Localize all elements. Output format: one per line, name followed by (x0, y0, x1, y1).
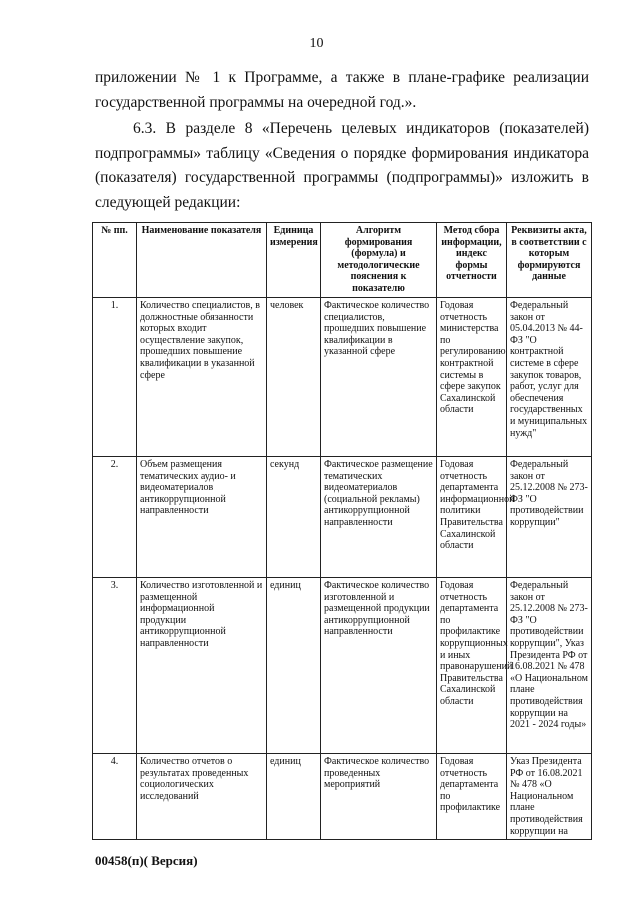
header-algorithm: Алгоритм формирования (формула) и методологические пояснения к показателю (321, 223, 437, 298)
act-details: Указ Президента РФ от 16.08.2021 № 478 «О Национальном плане противодействия коррупции на (507, 754, 592, 840)
unit: секунд (267, 457, 321, 578)
table-row (93, 298, 592, 457)
document-footer-code: 00458(п)( Версия) (95, 853, 198, 868)
unit: единиц (267, 578, 321, 754)
row-number: 2. (93, 457, 137, 578)
paragraph-intro: приложении № 1 к Программе, а также в плане-графике реализации государственной программы на очередной год.». (95, 69, 589, 111)
algorithm: Фактическое количество проведенных мероприятий (321, 754, 437, 840)
unit: человек (267, 298, 321, 457)
act-details: Федеральный закон от 25.12.2008 № 273-ФЗ "О противодействии коррупции", Указ Президента РФ от 16.08.2021 № 478 «О Национальном плане противодействия коррупции на 2021 - 2024 годы» (507, 578, 592, 754)
collection-method: Годовая отчетность департамента по профилактике коррупционных и иных правонарушений Правительства Сахалинской области (437, 578, 507, 754)
table-row (93, 754, 592, 840)
act-details: Федеральный закон от 25.12.2008 № 273-ФЗ "О противодействии коррупции" (507, 457, 592, 578)
header-collection-method: Метод сбора информации, индекс формы отчетности (437, 223, 507, 298)
algorithm: Фактическое размещение тематических видеоматериалов (социальной рекламы) антикоррупционной направленности (321, 457, 437, 578)
header-act-details: Реквизиты акта, в соответствии с которым формируются данные (507, 223, 592, 298)
row-number: 1. (93, 298, 137, 457)
collection-method: Годовая отчетность департамента по профилактике (437, 754, 507, 840)
header-unit: Единица измерения (267, 223, 321, 298)
table-header-row (93, 223, 592, 298)
act-details: Федеральный закон от 05.04.2013 № 44-ФЗ "О контрактной системе в сфере закупок товаров, работ, услуг для обеспечения государственных и муниципальных нужд" (507, 298, 592, 457)
paragraph-section-6-3: 6.3. В разделе 8 «Перечень целевых индикаторов (показателей) подпрограммы» таблицу «Сведения о порядке формирования индикатора (показателя) государственной программы (подпрограммы)» изложить в следующей редакции: (95, 120, 589, 211)
indicators-table (92, 222, 592, 840)
table-row (93, 578, 592, 754)
table-row (93, 457, 592, 578)
indicator-name: Количество изготовленной и размещенной информационной продукции антикоррупционной направленности (137, 578, 267, 754)
indicator-name: Количество специалистов, в должностные обязанности которых входит осуществление закупок, прошедших повышение квалификации в указанной сфере (137, 298, 267, 457)
indicator-name: Объем размещения тематических аудио- и видеоматериалов антикоррупционной направленности (137, 457, 267, 578)
collection-method: Годовая отчетность департамента информационной политики Правительства Сахалинской области (437, 457, 507, 578)
header-number: № пп. (93, 223, 137, 298)
row-number: 4. (93, 754, 137, 840)
algorithm: Фактическое количество специалистов, прошедших повышение квалификации в указанной сфере (321, 298, 437, 457)
indicator-name: Количество отчетов о результатах проведенных социологических исследований (137, 754, 267, 840)
collection-method: Годовая отчетность министерства по регулированию контрактной системы в сфере закупок Сахалинской области (437, 298, 507, 457)
row-number: 3. (93, 578, 137, 754)
header-indicator-name: Наименование показателя (137, 223, 267, 298)
algorithm: Фактическое количество изготовленной и размещенной продукции антикоррупционной направленности (321, 578, 437, 754)
page-number: 10 (309, 36, 324, 51)
unit: единиц (267, 754, 321, 840)
